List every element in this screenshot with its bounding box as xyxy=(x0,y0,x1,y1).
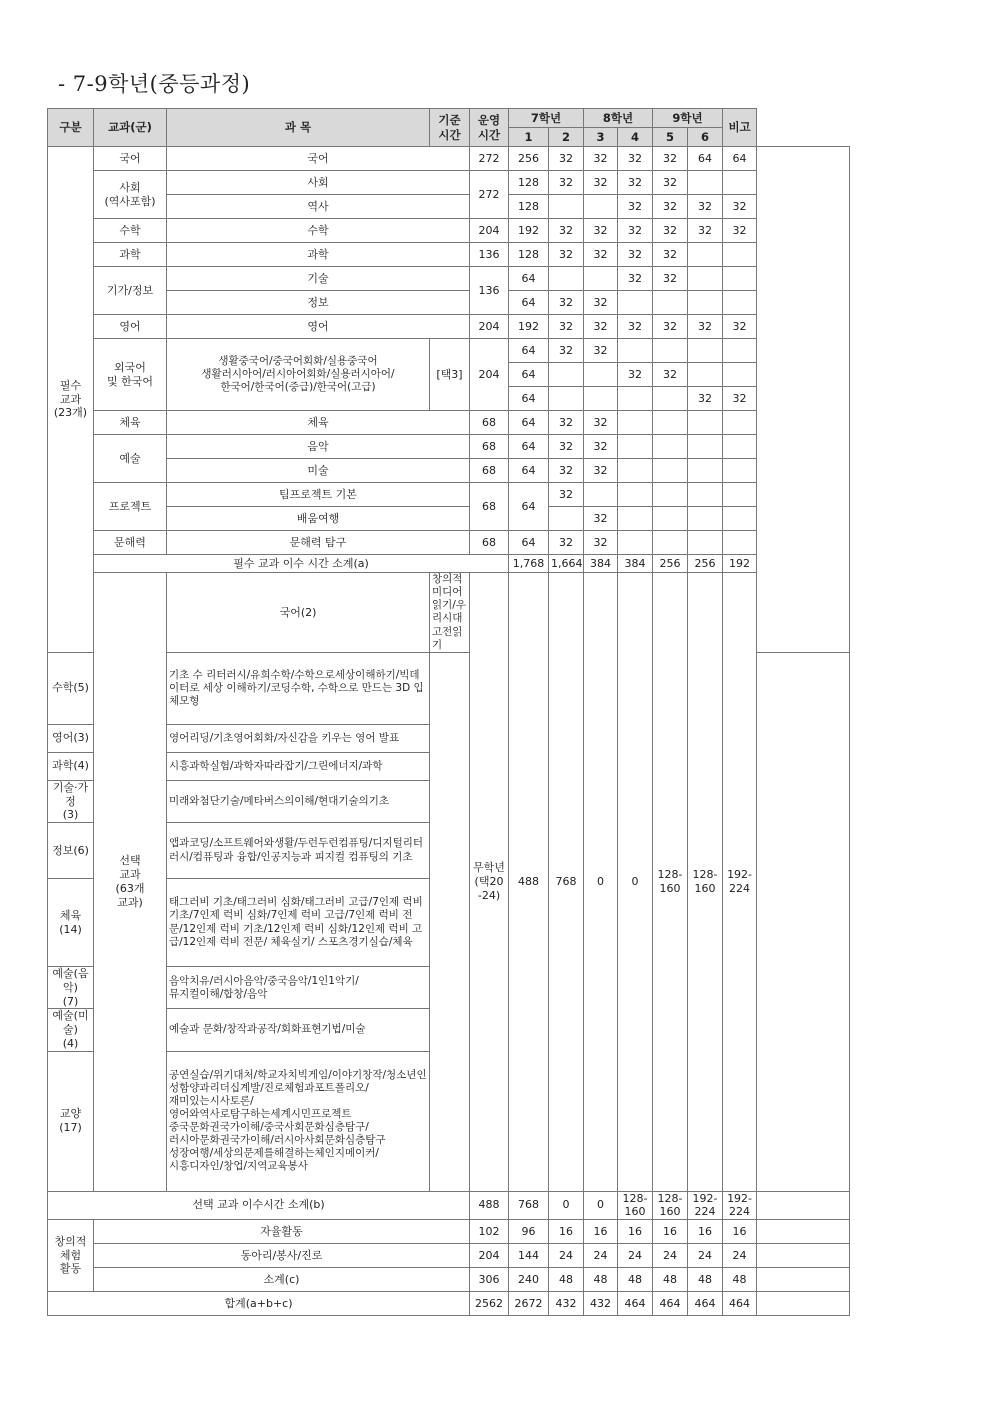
subject: 자율활동 xyxy=(94,1220,470,1244)
choice-note: 무학년 (택20 -24) xyxy=(470,573,509,1192)
semester-hours-cell: 384 xyxy=(618,555,653,573)
semester-hours-cell: 48 xyxy=(549,1268,584,1292)
base-hours: 68 xyxy=(470,435,509,459)
semester-hours-cell: 32 xyxy=(549,147,584,171)
op-hours: 128 xyxy=(509,171,549,195)
subject-group: 예술(미술) (4) xyxy=(48,1009,94,1051)
semester-hours-cell: 32 xyxy=(618,171,653,195)
header-remark: 비고 xyxy=(723,109,757,147)
semester-hours-cell: 32 xyxy=(618,315,653,339)
remark-cell xyxy=(757,147,850,653)
semester-hours-cell xyxy=(688,435,723,459)
semester-hours-cell: 16 xyxy=(549,1220,584,1244)
semester-hours-cell: 32 xyxy=(549,339,584,363)
subject: 수학 xyxy=(167,219,470,243)
base-hours: 136 xyxy=(470,243,509,267)
header-grade9: 9학년 xyxy=(653,109,723,128)
subject-group: 영어(3) xyxy=(48,724,94,752)
subject: 공연실습/위기대처/학교자치빅게임/이야기창작/청소년인성함양과리더십계발/진로체험과포트폴리오/ 재미있는시사토론/ 영어와역사로탐구하는세계시민프로젝트 중국문화권국가이해/중국사회문화심층탐구/ 러시아문화권국가이해/러시아사회문화심층탐구 성장여행/세상의문제를해결하는체인지메이커/ 시흥디자인/창업/지역교육봉사 xyxy=(167,1051,430,1191)
semester-hours-cell: 64 xyxy=(723,147,757,171)
table-row xyxy=(48,507,850,531)
semester-hours-cell xyxy=(653,411,688,435)
table-row xyxy=(48,339,850,363)
header-grade8: 8학년 xyxy=(584,109,653,128)
semester-hours-cell: 0 xyxy=(584,1191,618,1220)
subject-group: 체육(14) xyxy=(48,879,94,967)
curriculum-table xyxy=(47,108,850,1316)
semester-hours-cell xyxy=(618,339,653,363)
semester-hours-cell xyxy=(653,339,688,363)
table-row xyxy=(48,435,850,459)
op-hours: 768 xyxy=(509,1191,549,1220)
semester-hours-cell: 32 xyxy=(584,171,618,195)
subject: 영어리딩/기초영어회화/자신감을 키우는 영어 발표 xyxy=(167,724,430,752)
op-hours: 64 xyxy=(509,411,549,435)
semester-hours-cell: 32 xyxy=(653,267,688,291)
table-row xyxy=(48,1268,850,1292)
total-label: 합계(a+b+c) xyxy=(48,1292,470,1316)
subject: 사회 xyxy=(167,171,470,195)
semester-hours-cell: 32 xyxy=(549,531,584,555)
subject-group: 영어 xyxy=(94,315,167,339)
semester-hours-cell: 192- 224 xyxy=(723,1191,757,1220)
op-hours: 64 xyxy=(509,267,549,291)
semester-hours-cell xyxy=(688,411,723,435)
semester-hours-cell xyxy=(618,411,653,435)
semester-hours-cell: 24 xyxy=(618,1244,653,1268)
table-row xyxy=(48,1292,850,1316)
remark-cell xyxy=(757,1292,850,1316)
table-row xyxy=(48,1220,850,1244)
subject-group: 체육 xyxy=(94,411,167,435)
subject: 생활중국어/중국어회화/실용중국어 생활러시아어/러시아어회화/실용러시아어/ 한국어/한국어(중급)/한국어(고급) xyxy=(167,339,430,411)
subject: 기술 xyxy=(167,267,470,291)
semester-hours-cell xyxy=(688,363,723,387)
subject: 배움여행 xyxy=(167,507,470,531)
semester-hours-cell: 48 xyxy=(618,1268,653,1292)
semester-hours-cell xyxy=(688,291,723,315)
semester-hours-cell: 32 xyxy=(584,411,618,435)
table-row xyxy=(48,291,850,315)
semester-hours-cell: 16 xyxy=(618,1220,653,1244)
subject: 미래와첨단기술/메타버스의이해/현대기술의기초 xyxy=(167,780,430,822)
choice-note: [택3] xyxy=(430,339,470,411)
subject-group: 사회 (역사포함) xyxy=(94,171,167,219)
subject: 과학 xyxy=(167,243,470,267)
base-hours: 1,768 xyxy=(509,555,549,573)
semester-hours-cell xyxy=(723,243,757,267)
semester-hours-cell xyxy=(688,531,723,555)
semester-hours-cell: 16 xyxy=(584,1220,618,1244)
semester-hours-cell: 432 xyxy=(549,1292,584,1316)
semester-hours-cell xyxy=(618,531,653,555)
semester-hours-cell: 32 xyxy=(549,291,584,315)
subtotal-label: 선택 교과 이수시간 소계(b) xyxy=(48,1191,470,1220)
subject: 창의적미디어읽기/우리시대고전읽기 xyxy=(430,573,470,653)
semester-hours-cell: 32 xyxy=(549,459,584,483)
base-hours: 136 xyxy=(470,267,509,315)
subject: 동아리/봉사/진로 xyxy=(94,1244,470,1268)
semester-hours-cell: 16 xyxy=(653,1220,688,1244)
semester-hours-cell xyxy=(653,387,688,411)
semester-hours-cell: 464 xyxy=(618,1292,653,1316)
subject: 음악 xyxy=(167,435,470,459)
table-row xyxy=(48,109,850,128)
table-row xyxy=(48,483,850,507)
table-row xyxy=(48,459,850,483)
base-hours: 272 xyxy=(470,171,509,219)
subject-group: 과학(4) xyxy=(48,752,94,780)
elective-label: 선택 교과 (63개 교과) xyxy=(94,573,167,1192)
semester-hours-cell: 16 xyxy=(688,1220,723,1244)
subject: 앱과코딩/소프트웨어와생활/두런두런컴퓨팅/디지털리터러시/컴퓨팅과 융합/인공지능과 피지컬 컴퓨팅의 기초 xyxy=(167,823,430,879)
semester-hours-cell: 48 xyxy=(688,1268,723,1292)
semester-hours-cell: 32 xyxy=(723,387,757,411)
semester-hours-cell xyxy=(688,483,723,507)
semester-hours-cell: 32 xyxy=(549,483,584,507)
semester-hours-cell xyxy=(723,435,757,459)
base-hours: 204 xyxy=(470,315,509,339)
table-row xyxy=(48,555,850,573)
semester-hours-cell: 32 xyxy=(723,315,757,339)
semester-hours-cell xyxy=(653,459,688,483)
op-hours: 64 xyxy=(509,291,549,315)
base-hours: 68 xyxy=(470,483,509,531)
semester-hours-cell xyxy=(723,267,757,291)
semester-hours-cell: 32 xyxy=(584,531,618,555)
header-semester: 4 xyxy=(618,128,653,147)
semester-hours-cell xyxy=(723,507,757,531)
table-row xyxy=(48,147,850,171)
semester-hours-cell xyxy=(584,267,618,291)
semester-hours-cell: 32 xyxy=(653,219,688,243)
op-hours: 64 xyxy=(509,387,549,411)
op-hours: 128 xyxy=(509,195,549,219)
semester-hours-cell: 192- 224 xyxy=(688,1191,723,1220)
subject: 역사 xyxy=(167,195,470,219)
semester-hours-cell xyxy=(549,387,584,411)
semester-hours-cell: 464 xyxy=(653,1292,688,1316)
base-hours: 488 xyxy=(509,573,549,1192)
op-hours: 64 xyxy=(509,363,549,387)
semester-hours-cell xyxy=(688,339,723,363)
op-hours: 64 xyxy=(509,435,549,459)
semester-hours-cell: 32 xyxy=(618,195,653,219)
semester-hours-cell: 24 xyxy=(549,1244,584,1268)
semester-hours-cell: 32 xyxy=(618,219,653,243)
base-hours: 204 xyxy=(470,1244,509,1268)
semester-hours-cell: 0 xyxy=(584,573,618,1192)
semester-hours-cell: 256 xyxy=(688,555,723,573)
subject: 정보 xyxy=(167,291,470,315)
semester-hours-cell: 32 xyxy=(584,315,618,339)
base-hours: 272 xyxy=(470,147,509,171)
subject: 음악치유/러시아음악/중국음악/1인1악기/ 뮤지컬이해/합창/음악 xyxy=(167,967,430,1009)
op-hours: 240 xyxy=(509,1268,549,1292)
subject: 기초 수 리터러시/유희수학/수학으로세상이해하기/빅데이터로 세상 이해하기/코딩수학, 수학으로 만드는 3D 입체모형 xyxy=(167,652,430,724)
table-row xyxy=(48,195,850,219)
semester-hours-cell: 128- 160 xyxy=(618,1191,653,1220)
subject: 체육 xyxy=(167,411,470,435)
semester-hours-cell: 128- 160 xyxy=(688,573,723,1192)
op-hours: 64 xyxy=(509,531,549,555)
semester-hours-cell xyxy=(723,339,757,363)
base-hours: 306 xyxy=(470,1268,509,1292)
semester-hours-cell: 64 xyxy=(688,147,723,171)
semester-hours-cell xyxy=(618,483,653,507)
semester-hours-cell: 32 xyxy=(653,195,688,219)
header-subject: 과 목 xyxy=(167,109,430,147)
semester-hours-cell: 16 xyxy=(723,1220,757,1244)
op-hours: 96 xyxy=(509,1220,549,1244)
subject: 소계(c) xyxy=(94,1268,470,1292)
semester-hours-cell: 48 xyxy=(723,1268,757,1292)
header-semester: 1 xyxy=(509,128,549,147)
creative-label: 창의적 체험 활동 xyxy=(48,1220,94,1292)
semester-hours-cell: 32 xyxy=(584,291,618,315)
semester-hours-cell: 384 xyxy=(584,555,618,573)
subject: 팀프로젝트 기본 xyxy=(167,483,470,507)
semester-hours-cell: 192- 224 xyxy=(723,573,757,1192)
semester-hours-cell: 256 xyxy=(653,555,688,573)
semester-hours-cell: 32 xyxy=(653,171,688,195)
semester-hours-cell: 464 xyxy=(688,1292,723,1316)
semester-hours-cell: 32 xyxy=(584,243,618,267)
subject-group: 과학 xyxy=(94,243,167,267)
semester-hours-cell: 32 xyxy=(653,363,688,387)
subject-group: 외국어 및 한국어 xyxy=(94,339,167,411)
semester-hours-cell: 32 xyxy=(653,147,688,171)
subject: 예술과 문화/창작과공작/회화표현기법/미술 xyxy=(167,1009,430,1051)
subject: 미술 xyxy=(167,459,470,483)
header-semester: 3 xyxy=(584,128,618,147)
semester-hours-cell: 32 xyxy=(549,411,584,435)
subject-group: 수학 xyxy=(94,219,167,243)
semester-hours-cell: 32 xyxy=(549,435,584,459)
remark-cell xyxy=(757,1268,850,1292)
header-semester: 5 xyxy=(653,128,688,147)
subject: 시흥과학실험/과학자따라잡기/그린에너지/과학 xyxy=(167,752,430,780)
subject-group: 예술(음악) (7) xyxy=(48,967,94,1009)
op-hours: 64 xyxy=(509,459,549,483)
semester-hours-cell: 48 xyxy=(653,1268,688,1292)
semester-hours-cell: 32 xyxy=(549,219,584,243)
table-row xyxy=(48,267,850,291)
semester-hours-cell: 0 xyxy=(618,573,653,1192)
subject: 국어 xyxy=(167,147,470,171)
semester-hours-cell: 32 xyxy=(584,507,618,531)
semester-hours-cell xyxy=(584,483,618,507)
base-hours: 2562 xyxy=(470,1292,509,1316)
semester-hours-cell: 32 xyxy=(618,147,653,171)
semester-hours-cell: 24 xyxy=(688,1244,723,1268)
subject-group: 교양(17) xyxy=(48,1051,94,1191)
table-row xyxy=(48,243,850,267)
semester-hours-cell: 32 xyxy=(618,363,653,387)
semester-hours-cell: 32 xyxy=(688,195,723,219)
semester-hours-cell xyxy=(723,171,757,195)
remark-cell xyxy=(757,1220,850,1244)
table-row xyxy=(48,573,850,653)
subject: 문해력 탐구 xyxy=(167,531,470,555)
header-grade7: 7학년 xyxy=(509,109,584,128)
semester-hours-cell: 24 xyxy=(584,1244,618,1268)
subject-group: 프로젝트 xyxy=(94,483,167,531)
base-hours: 68 xyxy=(470,459,509,483)
semester-hours-cell xyxy=(549,195,584,219)
semester-hours-cell xyxy=(618,459,653,483)
semester-hours-cell xyxy=(618,387,653,411)
subject-group: 수학(5) xyxy=(48,652,94,724)
subject-group: 문해력 xyxy=(94,531,167,555)
op-hours: 144 xyxy=(509,1244,549,1268)
subject-group: 기가/정보 xyxy=(94,267,167,315)
op-hours: 2672 xyxy=(509,1292,549,1316)
semester-hours-cell xyxy=(549,267,584,291)
semester-hours-cell: 32 xyxy=(549,315,584,339)
semester-hours-cell: 24 xyxy=(723,1244,757,1268)
header-semester: 6 xyxy=(688,128,723,147)
semester-hours-cell: 48 xyxy=(584,1268,618,1292)
page-title: - 7-9학년(중등과정) xyxy=(58,72,251,96)
semester-hours-cell xyxy=(584,363,618,387)
semester-hours-cell xyxy=(723,483,757,507)
semester-hours-cell xyxy=(653,531,688,555)
op-hours: 192 xyxy=(509,315,549,339)
required-label: 필수 교과 (23개) xyxy=(48,147,94,653)
semester-hours-cell xyxy=(653,483,688,507)
semester-hours-cell xyxy=(653,291,688,315)
base-hours: 204 xyxy=(470,339,509,411)
subtotal-label: 필수 교과 이수 시간 소계(a) xyxy=(94,555,509,573)
semester-hours-cell xyxy=(584,387,618,411)
header-semester: 2 xyxy=(549,128,584,147)
op-hours: 768 xyxy=(549,573,584,1192)
semester-hours-cell: 32 xyxy=(618,243,653,267)
subject: 태그러비 기초/태그러비 심화/태그러비 고급/7인제 럭비 기초/7인제 럭비 심화/7인제 럭비 고급/7인제 럭비 전문/12인제 럭비 기초/12인제 럭비 심화/12인제 럭비 고급/12인제 럭비 전문/ 체육실기/ 스포츠경기실습/체육 xyxy=(167,879,430,967)
subject-group: 예술 xyxy=(94,435,167,483)
op-hours: 64 xyxy=(509,483,549,531)
semester-hours-cell xyxy=(723,531,757,555)
semester-hours-cell xyxy=(723,363,757,387)
semester-hours-cell: 24 xyxy=(653,1244,688,1268)
semester-hours-cell: 464 xyxy=(723,1292,757,1316)
semester-hours-cell: 32 xyxy=(584,147,618,171)
table-row xyxy=(48,171,850,195)
base-hours: 102 xyxy=(470,1220,509,1244)
semester-hours-cell xyxy=(549,507,584,531)
semester-hours-cell: 32 xyxy=(549,171,584,195)
subject-group: 국어 xyxy=(94,147,167,171)
semester-hours-cell: 32 xyxy=(653,243,688,267)
op-hours: 64 xyxy=(509,339,549,363)
semester-hours-cell: 32 xyxy=(723,219,757,243)
semester-hours-cell xyxy=(688,267,723,291)
semester-hours-cell xyxy=(653,435,688,459)
header-base-hours: 기준 시간 xyxy=(430,109,470,147)
subject-group: 기술·가정 (3) xyxy=(48,780,94,822)
op-hours: 1,664 xyxy=(549,555,584,573)
semester-hours-cell: 32 xyxy=(688,219,723,243)
semester-hours-cell xyxy=(688,243,723,267)
base-hours: 488 xyxy=(470,1191,509,1220)
table-row xyxy=(48,1191,850,1220)
remark-cell xyxy=(757,1244,850,1268)
semester-hours-cell xyxy=(618,435,653,459)
semester-hours-cell xyxy=(688,171,723,195)
semester-hours-cell: 32 xyxy=(549,243,584,267)
header-subject-group: 교과(군) xyxy=(94,109,167,147)
semester-hours-cell xyxy=(618,507,653,531)
semester-hours-cell xyxy=(584,195,618,219)
remark-cell xyxy=(757,1191,850,1220)
table-row xyxy=(48,219,850,243)
semester-hours-cell xyxy=(618,291,653,315)
op-hours: 192 xyxy=(509,219,549,243)
semester-hours-cell: 128- 160 xyxy=(653,573,688,1192)
semester-hours-cell xyxy=(723,411,757,435)
table-row xyxy=(48,315,850,339)
table-row xyxy=(48,1244,850,1268)
subject: 영어 xyxy=(167,315,470,339)
table-row xyxy=(48,531,850,555)
semester-hours-cell: 128- 160 xyxy=(653,1191,688,1220)
table-row xyxy=(48,411,850,435)
header-op-hours: 운영 시간 xyxy=(470,109,509,147)
semester-hours-cell: 32 xyxy=(653,315,688,339)
op-hours: 256 xyxy=(509,147,549,171)
semester-hours-cell xyxy=(688,459,723,483)
base-hours: 204 xyxy=(470,219,509,243)
base-hours: 68 xyxy=(470,411,509,435)
semester-hours-cell: 32 xyxy=(584,339,618,363)
semester-hours-cell xyxy=(723,459,757,483)
semester-hours-cell: 32 xyxy=(584,459,618,483)
semester-hours-cell: 32 xyxy=(584,219,618,243)
subject-group: 정보(6) xyxy=(48,823,94,879)
semester-hours-cell: 0 xyxy=(549,1191,584,1220)
semester-hours-cell xyxy=(688,507,723,531)
semester-hours-cell: 432 xyxy=(584,1292,618,1316)
header-division: 구분 xyxy=(48,109,94,147)
semester-hours-cell xyxy=(723,291,757,315)
semester-hours-cell: 192 xyxy=(723,555,757,573)
semester-hours-cell: 32 xyxy=(688,315,723,339)
semester-hours-cell: 32 xyxy=(688,387,723,411)
semester-hours-cell: 32 xyxy=(618,267,653,291)
subject-group: 국어(2) xyxy=(167,573,430,653)
semester-hours-cell xyxy=(549,363,584,387)
base-hours: 68 xyxy=(470,531,509,555)
semester-hours-cell: 32 xyxy=(723,195,757,219)
op-hours: 128 xyxy=(509,243,549,267)
semester-hours-cell xyxy=(653,507,688,531)
semester-hours-cell: 32 xyxy=(584,435,618,459)
